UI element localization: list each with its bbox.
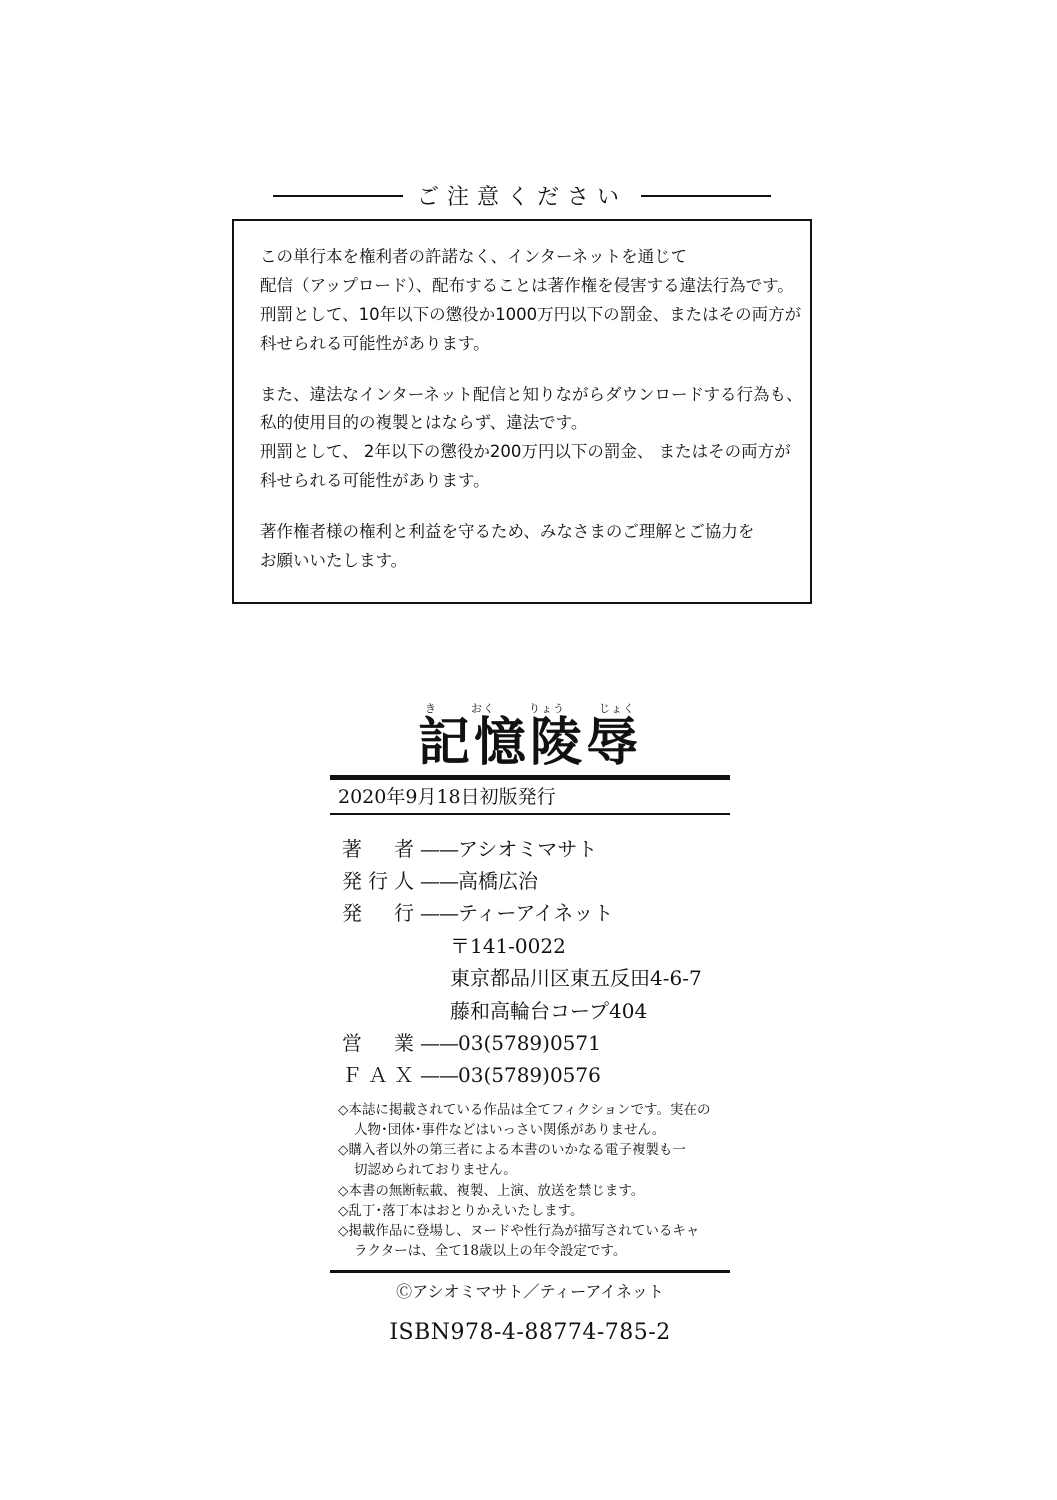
legal-note-main: ◇本誌に掲載されている作品は全てフィクションです。実在の xyxy=(338,1101,711,1118)
notice-heading-text: ご注意ください xyxy=(416,185,627,210)
notice-box xyxy=(232,219,812,604)
credit-label: 発行人 xyxy=(342,868,420,893)
legal-note-main: ◇本書の無断転載、複製、上演、放送を禁じます。 xyxy=(338,1182,645,1199)
notice-heading xyxy=(232,180,812,211)
contact-value: 03(5789)0576 xyxy=(458,1063,601,1088)
notice-line: 科せられる可能性があります。 xyxy=(260,471,490,491)
legal-note-main: ◇購入者以外の第三者による本書のいかなる電子複製も一 xyxy=(338,1142,686,1159)
notice-line: 刑罰として、 2年以下の懲役か200万円以下の罰金、 またはその両方が xyxy=(260,442,791,462)
legal-note xyxy=(338,1221,730,1262)
copyright-line: Ⓒアシオミマサト／ティーアイネット xyxy=(396,1281,664,1301)
ruby-char: き xyxy=(425,702,437,715)
contact-row xyxy=(342,1059,730,1091)
credit-row xyxy=(342,897,730,929)
copyright-notice-block xyxy=(232,180,812,604)
credit-value: アシオミマサト xyxy=(458,836,598,861)
contact-value: 03(5789)0571 xyxy=(458,1030,601,1055)
book-title: 記憶陵辱 xyxy=(417,712,642,773)
isbn-line: ISBN978-4-88774-785-2 xyxy=(389,1319,671,1345)
legal-note-main: ◇掲載作品に登場し、ヌードや性行為が描写されているキャ xyxy=(338,1223,700,1240)
notice-paragraph xyxy=(260,243,802,359)
address-line: 藤和高輪台コープ404 xyxy=(450,998,648,1023)
notice-line: 私的使用目的の複製とはならず、違法です。 xyxy=(260,413,588,433)
legal-note-cont: 人物･団体･事件などはいっさい関係がありません。 xyxy=(354,1121,666,1138)
notice-line: 配信（アップロード）、配布することは著作権を侵害する違法行為です。 xyxy=(260,275,794,295)
contact-label: ＦＡＸ xyxy=(342,1063,420,1088)
publication-date: 2020年9月18日初版発行 xyxy=(338,785,556,808)
notice-line: 科せられる可能性があります。 xyxy=(260,333,490,353)
contact-row xyxy=(342,1027,730,1059)
legal-note-cont: ラクターは、全て18歳以上の年令設定です。 xyxy=(354,1243,627,1260)
legal-notes-list xyxy=(330,1100,730,1262)
colophon-block xyxy=(330,700,730,1345)
credit-dash: —— xyxy=(420,901,458,926)
legal-note-cont: 切認められておりません。 xyxy=(354,1162,517,1179)
legal-note xyxy=(338,1181,730,1201)
ruby-char: りょう xyxy=(529,702,565,715)
address-line: 東京都品川区東五反田4-6-7 xyxy=(450,966,702,991)
notice-paragraph xyxy=(260,518,784,576)
notice-line: 刑罰として、10年以下の懲役か1000万円以下の罰金、またはその両方が xyxy=(260,304,802,324)
notice-line: お願いいたします。 xyxy=(260,550,408,570)
heading-rule-left xyxy=(273,195,403,197)
notice-line: 著作権者様の権利と利益を守るため、みなさまのご理解とご協力を xyxy=(260,522,755,541)
legal-note xyxy=(338,1201,730,1221)
credit-row xyxy=(342,833,730,865)
credit-label: 著 者 xyxy=(342,836,420,861)
pubdate-divider xyxy=(330,813,730,815)
credit-dash: —— xyxy=(420,868,458,893)
legal-note xyxy=(338,1100,730,1141)
contact-label: 営 業 xyxy=(342,1030,420,1055)
credits-list xyxy=(330,833,730,1092)
heading-rule-right xyxy=(641,195,771,197)
legal-note xyxy=(338,1140,730,1181)
credit-row xyxy=(342,865,730,897)
legal-note-main: ◇乱丁･落丁本はおとりかえいたします。 xyxy=(338,1202,584,1219)
notice-line: この単行本を権利者の許諾なく、インターネットを通じて xyxy=(260,247,688,266)
credit-value: 高橋広治 xyxy=(458,868,538,893)
notice-line: また、違法なインターネット配信と知りながらダウンロードする行為も、 xyxy=(260,384,803,404)
credit-label: 発 行 xyxy=(342,901,420,926)
address-line: 〒141-0022 xyxy=(450,933,566,958)
contact-dash: —— xyxy=(420,1030,458,1055)
title-divider xyxy=(330,775,730,780)
ruby-char: じょく xyxy=(599,702,635,715)
ruby-char: おく xyxy=(471,702,495,715)
colophon-bottom-divider xyxy=(330,1270,730,1273)
contact-dash: —— xyxy=(420,1063,458,1088)
credit-value: ティーアイネット xyxy=(458,901,614,926)
credit-dash: —— xyxy=(420,836,458,861)
notice-paragraph xyxy=(260,381,803,497)
